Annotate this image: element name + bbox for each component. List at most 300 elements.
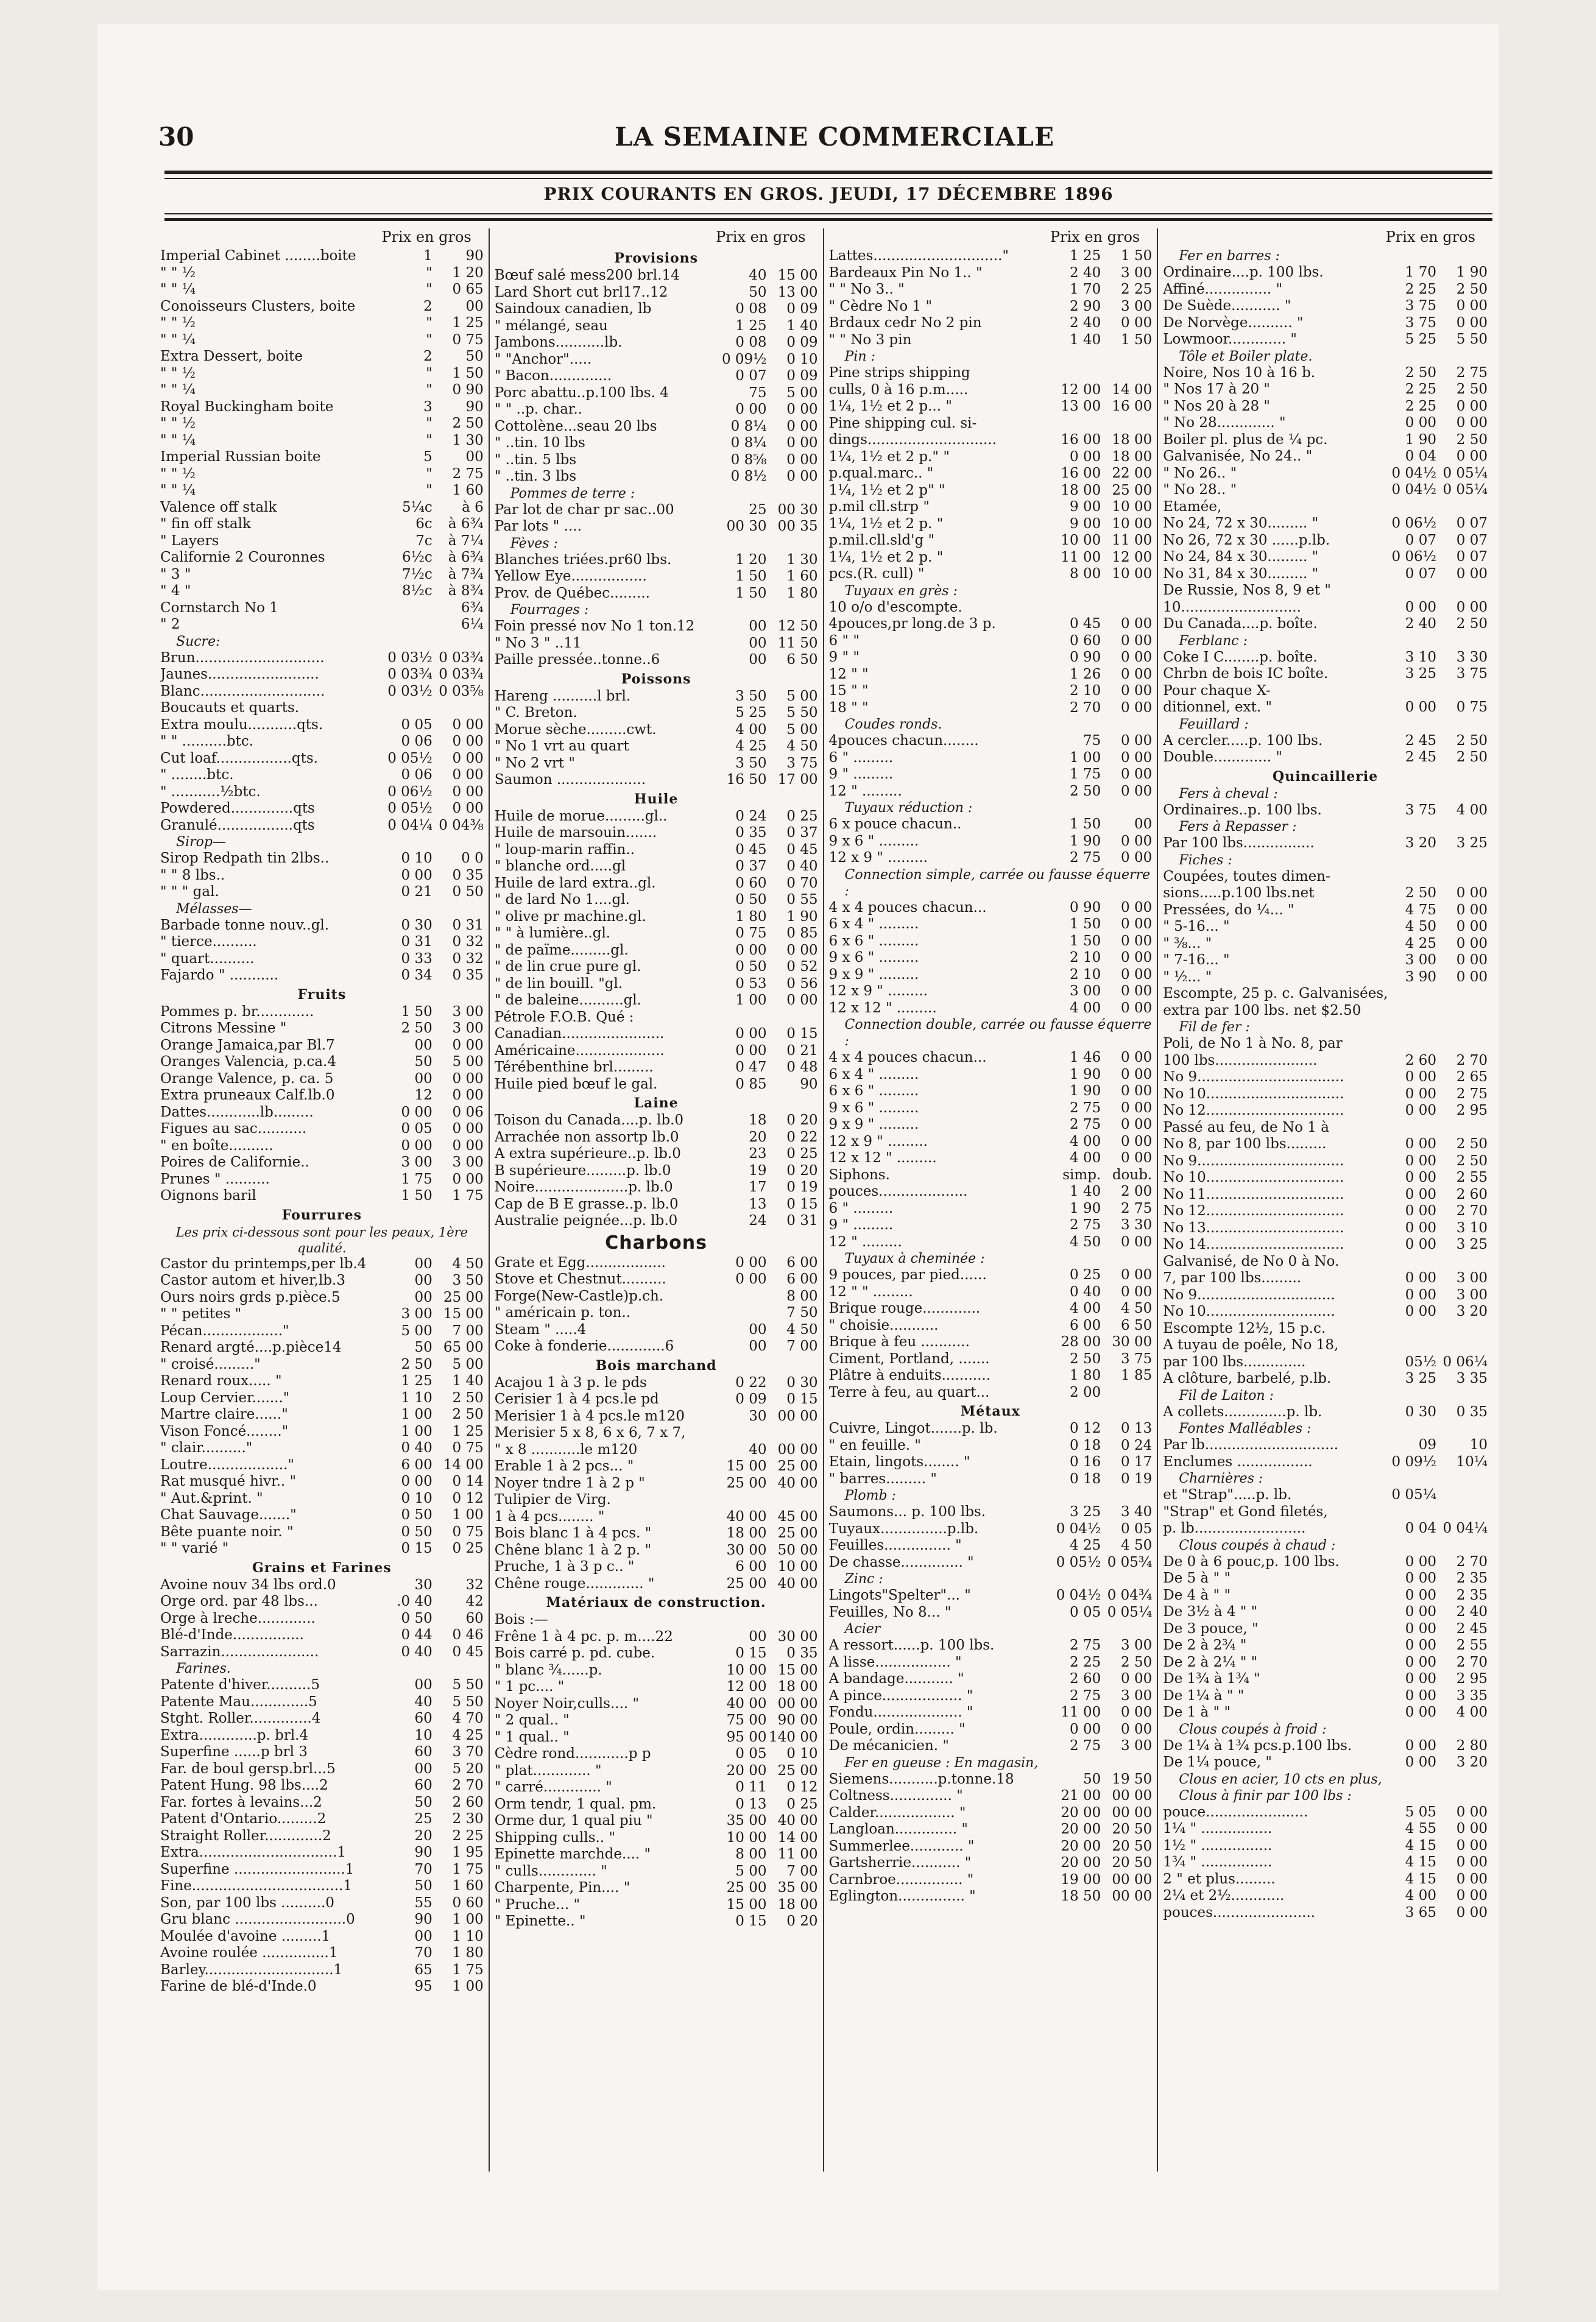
price-row bbox=[829, 633, 1153, 650]
price-high: 30 00 bbox=[1112, 1334, 1153, 1350]
subsection-heading: Zinc : bbox=[844, 1572, 883, 1587]
item-label: " No 3 " ..11 bbox=[494, 635, 582, 651]
item-label: 4 x 4 pouces chacun... bbox=[828, 1050, 987, 1065]
price-row bbox=[160, 1424, 484, 1441]
item-label: Térébenthine brl......... bbox=[494, 1059, 654, 1075]
item-label: Terre à feu, au quart... bbox=[828, 1384, 990, 1400]
item-label: Renard argté....p.pièce14 bbox=[160, 1339, 342, 1355]
price-low: " bbox=[426, 482, 433, 498]
price-row bbox=[160, 583, 484, 600]
item-label: Farine de blé-d'Inde.0 bbox=[160, 1978, 317, 1994]
price-high: 3 75 bbox=[1121, 1350, 1153, 1367]
price-high: 0 09 bbox=[786, 301, 818, 317]
price-row bbox=[495, 1043, 818, 1060]
price-low: 4 00 bbox=[1070, 1150, 1101, 1166]
header-rule-thin bbox=[164, 178, 1492, 179]
price-high: 65 00 bbox=[443, 1339, 484, 1355]
price-low: 16 00 bbox=[1061, 432, 1101, 448]
price-high bbox=[1436, 582, 1488, 599]
price-row bbox=[160, 1138, 484, 1155]
price-low: 2 10 bbox=[1070, 966, 1101, 983]
price-low: 0 00 bbox=[1405, 1069, 1436, 1085]
price-high: 10 00 bbox=[1112, 566, 1153, 582]
price-row bbox=[160, 934, 484, 951]
price-row bbox=[829, 649, 1153, 666]
item-label: No 8, par 100 lbs......... bbox=[1163, 1136, 1327, 1152]
price-row bbox=[495, 858, 818, 875]
price-low: 00 bbox=[749, 618, 767, 634]
price-high: 0 65 bbox=[452, 281, 484, 297]
price-high: à 8¾ bbox=[448, 583, 484, 599]
price-high: 10 00 bbox=[777, 1559, 818, 1575]
price-low: 0 25 bbox=[1070, 1267, 1101, 1283]
price-low bbox=[1389, 869, 1436, 886]
price-high: 0 45 bbox=[786, 841, 818, 858]
price-row bbox=[160, 415, 484, 432]
price-row bbox=[829, 750, 1153, 767]
item-label: p.mil cll.strp " bbox=[828, 499, 930, 515]
price-high: 2 65 bbox=[1456, 1069, 1488, 1085]
item-label: ditionnel, ext. " bbox=[1163, 699, 1273, 715]
price-high: 0 00 bbox=[1456, 935, 1488, 951]
price-low: 0 00 bbox=[1405, 1270, 1436, 1286]
price-low: 1 00 bbox=[735, 992, 767, 1008]
price-row bbox=[495, 1645, 818, 1662]
price-high: 0 25 bbox=[786, 808, 818, 824]
subsection-heading: Fers à cheval : bbox=[1179, 786, 1278, 802]
price-high: 0 00 bbox=[452, 800, 484, 816]
price-row bbox=[160, 1878, 484, 1895]
item-label: 12 " " bbox=[828, 666, 869, 682]
price-row bbox=[1163, 936, 1488, 953]
price-row bbox=[495, 842, 818, 859]
header-rule-thick bbox=[164, 171, 1492, 174]
price-row bbox=[829, 783, 1153, 800]
price-high: 0 10 bbox=[786, 351, 818, 367]
item-label: Martre claire......" bbox=[160, 1406, 288, 1422]
price-high: 2 70 bbox=[452, 1777, 484, 1793]
item-label: Passé au feu, de No 1 à bbox=[1163, 1119, 1329, 1135]
price-high: 2 95 bbox=[1456, 1103, 1488, 1118]
price-row bbox=[160, 967, 484, 984]
price-low: 0 53 bbox=[735, 975, 767, 992]
price-row bbox=[1163, 1671, 1488, 1688]
price-row bbox=[495, 705, 818, 722]
price-low: 0 05 bbox=[735, 1746, 767, 1762]
price-high: 0 0 bbox=[461, 850, 484, 866]
item-label: 4 x 4 pouces chacun... bbox=[828, 899, 987, 916]
subsection-heading: Charnières : bbox=[1179, 1471, 1263, 1486]
item-label: Fajardo " ........... bbox=[160, 967, 279, 983]
item-label: p.mil.cll.sld'g " bbox=[828, 532, 935, 548]
price-low: 00 30 bbox=[726, 518, 767, 534]
item-label: Imperial Russian boite bbox=[160, 449, 321, 465]
price-high: 3 30 bbox=[1456, 649, 1488, 665]
item-label: Cornstarch No 1 bbox=[160, 599, 278, 616]
item-label: " "Anchor"..... bbox=[494, 351, 592, 367]
price-high: 0 00 bbox=[1121, 916, 1153, 932]
price-row bbox=[829, 1604, 1153, 1622]
price-low: 4 00 bbox=[1405, 1888, 1436, 1904]
price-low: 6 00 bbox=[735, 1559, 767, 1575]
price-low: 0 00 bbox=[1405, 1103, 1436, 1118]
price-row bbox=[1163, 499, 1488, 516]
price-high bbox=[1101, 365, 1152, 382]
item-label: " 2 qual.. " bbox=[494, 1712, 570, 1728]
price-high: 2 35 bbox=[1456, 1587, 1488, 1603]
price-row bbox=[829, 1300, 1153, 1318]
item-label: " olive pr machine.gl. bbox=[494, 908, 646, 925]
price-row bbox=[1163, 298, 1488, 315]
price-high: 32 bbox=[465, 1576, 484, 1593]
price-low: 0 00 bbox=[1405, 1203, 1436, 1219]
item-label: Cap de B E grasse..p. lb.0 bbox=[494, 1196, 679, 1212]
price-row bbox=[495, 385, 818, 402]
item-label: pouces....................... bbox=[1163, 1904, 1316, 1921]
price-high bbox=[1436, 1487, 1488, 1504]
item-label: Orange Valence, p. ca. 5 bbox=[160, 1070, 334, 1087]
price-low: 0 00 bbox=[1405, 1754, 1436, 1770]
price-high: 00 bbox=[465, 449, 484, 465]
price-high: 0 10 bbox=[786, 1746, 818, 1762]
price-high: 0 00 bbox=[452, 716, 484, 733]
price-row bbox=[829, 265, 1153, 282]
price-row bbox=[495, 942, 818, 959]
price-row bbox=[829, 1050, 1153, 1067]
item-label: Extra Dessert, boite bbox=[160, 348, 303, 364]
item-label: De Norvège.......... " bbox=[1163, 314, 1304, 331]
price-low bbox=[1389, 1036, 1436, 1053]
item-label: De 1¼ à 1¾ pcs.p.100 lbs. bbox=[1163, 1737, 1352, 1754]
price-low: 6½c bbox=[401, 549, 433, 565]
item-label: Extra.............p. brl.4 bbox=[160, 1727, 309, 1743]
price-low: 3 00 bbox=[401, 1306, 433, 1322]
price-row bbox=[495, 772, 818, 789]
subsection-heading: Sucre: bbox=[176, 633, 221, 649]
item-label: Patent d'Ontario.........2 bbox=[160, 1811, 327, 1827]
price-low: 2 75 bbox=[1070, 1738, 1101, 1754]
price-row bbox=[829, 398, 1153, 415]
item-label: Saumon .................... bbox=[494, 772, 646, 788]
price-row bbox=[1163, 515, 1488, 532]
price-row bbox=[160, 382, 484, 399]
price-row bbox=[1163, 1237, 1488, 1254]
subsection-heading: Fil de Laiton : bbox=[1179, 1388, 1274, 1403]
price-low: 18 50 bbox=[1061, 1888, 1101, 1904]
price-row bbox=[1163, 1854, 1488, 1871]
price-low: 3 75 bbox=[1405, 802, 1436, 818]
price-low: 0 00 bbox=[735, 1271, 767, 1287]
price-low: 3 25 bbox=[1405, 666, 1436, 682]
price-high: 0 07 bbox=[1456, 515, 1488, 531]
item-label: Orm tendr, 1 qual. pm. bbox=[494, 1796, 657, 1812]
price-low: 0 00 bbox=[1405, 1687, 1436, 1704]
price-low: 0 00 bbox=[1405, 1304, 1436, 1319]
item-label: " " No 3 pin bbox=[828, 331, 912, 348]
price-high: 0 60 bbox=[452, 1894, 484, 1911]
price-low: " bbox=[426, 415, 433, 431]
price-row bbox=[829, 933, 1153, 950]
item-label: Valence off stalk bbox=[160, 499, 277, 515]
price-row bbox=[160, 1844, 484, 1861]
item-label: De 2 à 2¼ " " bbox=[1163, 1654, 1258, 1670]
price-row bbox=[160, 365, 484, 383]
price-column-header: Prix en gros bbox=[1050, 228, 1140, 245]
item-label: " " à lumière..gl. bbox=[494, 925, 611, 941]
price-low: 40 bbox=[414, 1693, 433, 1710]
price-low: 00 bbox=[414, 1070, 433, 1087]
price-high: 3 50 bbox=[452, 1272, 484, 1288]
price-low: 2 50 bbox=[1070, 783, 1101, 799]
price-high: 0 00 bbox=[1121, 1000, 1153, 1016]
subsection-heading: Clous à finir par 100 lbs : bbox=[1179, 1788, 1352, 1804]
price-row bbox=[160, 1911, 484, 1929]
price-row bbox=[829, 1150, 1153, 1167]
price-row bbox=[160, 466, 484, 483]
price-low: 1 50 bbox=[401, 1188, 433, 1204]
price-high: 1 80 bbox=[786, 585, 818, 601]
price-low: 11 00 bbox=[1061, 549, 1101, 565]
price-high: 35 00 bbox=[777, 1880, 818, 1896]
price-high: 0 00 bbox=[1456, 1888, 1488, 1904]
price-high: 0 00 bbox=[1121, 833, 1153, 849]
price-low: 12 bbox=[414, 1087, 433, 1103]
item-label: Fine..................................1 bbox=[160, 1878, 352, 1894]
price-high: 0 00 bbox=[1121, 749, 1153, 766]
item-label: De 3 pouce, " bbox=[1163, 1620, 1259, 1637]
price-low: 2 10 bbox=[1070, 950, 1101, 965]
price-high: 0 00 bbox=[1121, 850, 1153, 866]
item-label: Castor du printemps,per lb.4 bbox=[160, 1255, 367, 1272]
price-low: 1 75 bbox=[401, 1171, 433, 1187]
item-label: " tierce.......... bbox=[160, 934, 257, 950]
price-low: 2 90 bbox=[1070, 298, 1101, 314]
item-label: " ........btc. bbox=[160, 767, 234, 783]
item-label: 12 x 12 " ......... bbox=[828, 1150, 937, 1166]
price-low: 0 00 bbox=[1405, 1085, 1436, 1102]
subsection-heading: Clous en acier, 10 cts en plus, bbox=[1179, 1771, 1382, 1787]
price-high: 18 00 bbox=[777, 1896, 818, 1913]
price-high: 0 00 bbox=[1121, 1267, 1153, 1283]
price-high: 0 21 bbox=[786, 1042, 818, 1059]
price-high: 00 00 bbox=[1112, 1788, 1153, 1804]
price-low: 1 90 bbox=[1070, 833, 1101, 849]
price-low: 2 25 bbox=[1070, 1654, 1101, 1670]
item-label: " mélangé, seau bbox=[494, 317, 608, 334]
price-row bbox=[1163, 264, 1488, 281]
price-high: 0 25 bbox=[786, 1146, 818, 1162]
price-low: 0 00 bbox=[1405, 1704, 1436, 1720]
price-low: 0 00 bbox=[1405, 1587, 1436, 1603]
price-high: 0 07 bbox=[1456, 532, 1488, 548]
price-high: 0 00 bbox=[452, 1037, 484, 1053]
price-high: 14 00 bbox=[777, 1829, 818, 1846]
price-low: 2 10 bbox=[1070, 683, 1101, 699]
price-low: 0 10 bbox=[401, 850, 433, 866]
price-low: 1 25 bbox=[1070, 248, 1101, 264]
price-row bbox=[495, 992, 818, 1009]
price-row bbox=[160, 1744, 484, 1761]
price-high: 0 05¼ bbox=[1107, 1604, 1153, 1620]
price-high: 7 00 bbox=[452, 1322, 484, 1339]
item-label: No 11............................... bbox=[1163, 1186, 1344, 1202]
price-row bbox=[495, 368, 818, 385]
price-row bbox=[1163, 1337, 1488, 1354]
price-low: 0 30 bbox=[401, 917, 433, 933]
item-label: Escompte, 25 p. c. Galvanisées, bbox=[1163, 986, 1388, 1001]
price-low: 19 bbox=[749, 1162, 767, 1179]
price-low: 0 00 bbox=[1405, 1219, 1436, 1236]
price-high: 3 75 bbox=[1456, 666, 1488, 682]
item-label: 1¼, 1½ et 2 p. " bbox=[828, 549, 944, 565]
item-label: Coupées, toutes dimen- bbox=[1163, 868, 1330, 884]
item-label: A bandage........... " bbox=[828, 1671, 964, 1687]
price-high: 0 00 bbox=[1456, 902, 1488, 918]
price-high: 5 50 bbox=[452, 1677, 484, 1693]
price-low bbox=[1053, 365, 1101, 382]
item-label: 6 x pouce chacun.. bbox=[828, 816, 962, 832]
price-low bbox=[1389, 582, 1436, 599]
item-label: culls, 0 à 16 p.m..... bbox=[828, 381, 969, 398]
price-row bbox=[160, 1962, 484, 1979]
price-high: 00 30 bbox=[777, 501, 818, 518]
item-label: Pine strips shipping bbox=[828, 365, 970, 381]
price-low: 1 70 bbox=[1070, 281, 1101, 297]
price-high: 6 50 bbox=[786, 652, 818, 668]
price-high: 1 60 bbox=[452, 1878, 484, 1894]
price-low: 12 00 bbox=[726, 1679, 767, 1695]
price-low: 5 00 bbox=[735, 1863, 767, 1879]
subtitle-rule-top bbox=[164, 213, 1492, 214]
price-low: 0 16 bbox=[1070, 1454, 1101, 1470]
price-high: 11 00 bbox=[1112, 532, 1153, 548]
price-row bbox=[160, 1491, 484, 1508]
price-low bbox=[385, 600, 433, 617]
price-row bbox=[1163, 465, 1488, 482]
price-high: 0 75 bbox=[452, 331, 484, 348]
price-low: 20 bbox=[749, 1129, 767, 1145]
price-low: 3 00 bbox=[1405, 952, 1436, 968]
price-low: 00 bbox=[414, 1255, 433, 1272]
price-low: 0 18 bbox=[1070, 1470, 1101, 1487]
price-low: 13 00 bbox=[1061, 398, 1101, 414]
price-row bbox=[829, 700, 1153, 717]
price-high bbox=[1436, 1321, 1488, 1338]
price-row bbox=[1163, 1821, 1488, 1838]
item-label: Chrbn de bois IC boîte. bbox=[1163, 666, 1329, 682]
item-label: " C. Breton. bbox=[494, 705, 577, 721]
price-high: 1 75 bbox=[452, 1188, 484, 1204]
price-high: 0 00 bbox=[452, 750, 484, 766]
price-high bbox=[1436, 986, 1488, 1003]
price-low: 1 50 bbox=[1070, 816, 1101, 832]
price-high: 0 15 bbox=[786, 1026, 818, 1042]
price-row bbox=[495, 1679, 818, 1696]
price-high: 1 25 bbox=[452, 315, 484, 331]
price-high: 0 00 bbox=[1121, 933, 1153, 949]
price-row bbox=[1163, 666, 1488, 683]
price-low: 0 45 bbox=[735, 841, 767, 858]
price-row bbox=[829, 850, 1153, 867]
price-high: 5 00 bbox=[452, 1356, 484, 1372]
price-low: 15 00 bbox=[726, 1458, 767, 1474]
item-label: " 4 " bbox=[160, 583, 191, 599]
price-row bbox=[1163, 315, 1488, 332]
price-low: 0 00 bbox=[1405, 1152, 1436, 1169]
price-low: 1 90 bbox=[1070, 1200, 1101, 1216]
price-low: 0 15 bbox=[735, 1645, 767, 1661]
price-low: 0 00 bbox=[735, 1254, 767, 1271]
price-row bbox=[160, 717, 484, 734]
price-low: 0 06 bbox=[401, 733, 433, 749]
subsection-heading: Tuyaux en grès : bbox=[844, 583, 958, 599]
price-row bbox=[1163, 1437, 1488, 1454]
price-high: 0 20 bbox=[786, 1913, 818, 1929]
price-row bbox=[160, 1390, 484, 1407]
item-label: Bois carré p. pd. cube. bbox=[494, 1645, 655, 1661]
subsection-heading: Coudes ronds. bbox=[844, 717, 942, 732]
price-low: 0 04½ bbox=[1056, 1587, 1101, 1603]
price-high: 25 00 bbox=[443, 1289, 484, 1305]
price-low: 19 00 bbox=[1061, 1871, 1101, 1888]
price-high bbox=[1101, 415, 1152, 432]
item-label: " Nos 20 à 28 " bbox=[1163, 398, 1270, 414]
price-high: 6 00 bbox=[786, 1271, 818, 1287]
price-row bbox=[829, 1420, 1153, 1438]
price-high: 0 00 bbox=[786, 942, 818, 958]
price-high: 0 00 bbox=[1121, 733, 1153, 749]
item-label: Patente Mau.............5 bbox=[160, 1693, 317, 1710]
item-label: De chasse.............. " bbox=[828, 1554, 974, 1570]
price-row bbox=[1163, 381, 1488, 398]
item-label: " culls............. " bbox=[494, 1863, 607, 1879]
price-row bbox=[829, 1504, 1153, 1521]
price-high: 5 00 bbox=[452, 1054, 484, 1070]
item-label: De mécanicien. " bbox=[828, 1738, 949, 1754]
price-columns bbox=[155, 228, 1492, 2172]
item-label: Feuilles, No 8... " bbox=[828, 1604, 952, 1620]
price-row bbox=[1163, 1069, 1488, 1086]
item-label: " " ..........btc. bbox=[160, 733, 254, 749]
item-label: 6 x 4 " ......... bbox=[828, 1066, 919, 1082]
price-high: à 7¼ bbox=[448, 532, 484, 549]
price-high: 140 00 bbox=[769, 1729, 818, 1745]
price-low: 0 00 bbox=[1405, 415, 1436, 431]
price-low: 0 47 bbox=[735, 1059, 767, 1075]
price-low: 0 00 bbox=[735, 1042, 767, 1059]
price-low: 4 15 bbox=[1405, 1871, 1436, 1887]
price-row bbox=[160, 1020, 484, 1037]
price-high: 0 00 bbox=[1121, 616, 1153, 632]
price-high: 0 00 bbox=[786, 468, 818, 484]
price-high: 3 00 bbox=[1121, 298, 1153, 314]
price-column-header: Prix en gros bbox=[716, 228, 806, 245]
price-low: 1 70 bbox=[1405, 264, 1436, 280]
price-low: 1 bbox=[423, 248, 433, 264]
price-row bbox=[829, 1134, 1153, 1151]
price-row bbox=[495, 909, 818, 926]
item-label: De 1 à " " bbox=[1163, 1704, 1231, 1720]
price-row bbox=[495, 722, 818, 739]
price-low: 17 bbox=[749, 1179, 767, 1195]
price-low: 0 35 bbox=[735, 825, 767, 841]
price-row bbox=[1163, 1254, 1488, 1271]
item-label: Boucauts et quarts. bbox=[160, 700, 300, 716]
price-low: 0 09½ bbox=[1391, 1453, 1436, 1470]
price-high: 0 13 bbox=[1121, 1420, 1153, 1436]
price-row bbox=[1163, 1838, 1488, 1855]
price-row bbox=[495, 1525, 818, 1542]
